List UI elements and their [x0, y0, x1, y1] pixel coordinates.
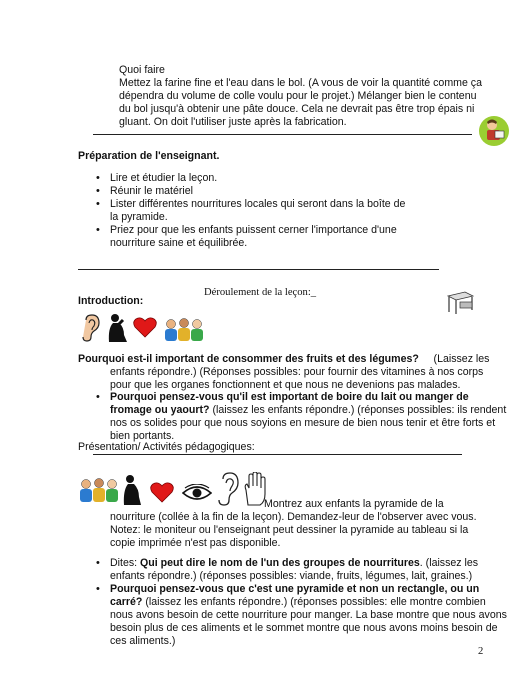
introduction-heading: Introduction:: [78, 295, 144, 307]
preparation-heading: Préparation de l'enseignant.: [78, 150, 220, 162]
list-item: • Lire et étudier la leçon.: [110, 172, 410, 185]
presentation-list: [110, 557, 510, 648]
presentation-intro: Montrez aux enfants la pyramide de la nourriture (collée à la fin de la leçon). Demandez-leur de l'observer avec vous. Notez: le moniteur ou l'enseignant peut dessiner la pyramide au tableau si la copie imprimée n'est pas disponible.: [110, 498, 477, 549]
presentation-heading: Présentation/ Activités pédagogiques:: [78, 441, 255, 453]
quoi-faire-section: [119, 64, 487, 129]
quoi-faire-heading: Quoi faire: [119, 64, 165, 76]
list-item: • Réunir le matériel: [110, 185, 410, 198]
list-item: • Lister différentes nourritures locales qui seront dans la boîte de la pyramide.: [110, 198, 410, 224]
intro-question-2-bold: Pourquoi pensez-vous qu'il est important de boire du lait ou manger de fromage ou yaourt?: [110, 391, 469, 416]
child-reading-icon: [478, 114, 510, 148]
deroulement-title: Déroulement de la leçon:_: [204, 287, 317, 298]
ear-icon: [80, 314, 100, 342]
desk-icon: [445, 290, 475, 316]
praying-person-icon: [104, 313, 128, 343]
presentation-b2-bold: Pourquoi pensez-vous que c'est une pyramide et non un rectangle, ou un carré?: [110, 583, 480, 608]
heart-icon: [133, 316, 157, 338]
quoi-faire-body: Mettez la farine fine et l'eau dans le bol. (A vous de voir la quantité comme ça dépendra du volume de colle voulu pour le projet.) Mélanger bien le contenu du bol jusqu'à obtenir une pâte douce. Cela ne devrait pas être trop épais ni gluant. On doit l'utiliser juste après la fabrication.: [119, 77, 482, 128]
intro-question-1: [78, 353, 506, 392]
list-item: [110, 583, 510, 648]
divider-3: [93, 454, 462, 455]
divider-2: [78, 269, 439, 270]
presentation-b2-text: (laissez les enfants répondre.) (réponses possibles: elle montre combien nous avons besoin de cette nourriture pour manger. La base montre que nous avons besoin plus de ces aliments et le sommet montre que nous avons moins besoin de ces aliments.): [110, 596, 507, 647]
list-item: [110, 557, 510, 583]
intro-question-list: [110, 391, 510, 443]
children-group-icon: [163, 318, 207, 342]
list-item: • Priez pour que les enfants puissent cerner l'importance d'une nourriture saine et équilibrée.: [110, 224, 410, 250]
presentation-b1-bold: Qui peut dire le nom de l'un des groupes de nourritures: [140, 557, 420, 569]
intro-question-2-text: (laissez les enfants répondre.) (réponses possibles: ils rendent nos os solides pour que nous soyions en mesure de bien nous tenir et être forts et bien portants.: [110, 404, 507, 442]
divider-1: [93, 134, 472, 135]
presentation-b1-text: . (laissez les enfants répondre.) (réponses possibles: viande, fruits, légumes, lait, graines.): [110, 557, 479, 582]
intro-question-1-text: (Laissez les enfants répondre.) (Réponses possibles: pour fournir des vitamines à nos corps pour que les organes fonctionnent et que nous ne devenions pas malades.: [110, 353, 490, 391]
presentation-b1-prefix: Dites:: [110, 557, 141, 569]
list-item: [110, 391, 510, 443]
page-number: 2: [478, 646, 484, 657]
intro-question-1-bold: Pourquoi est-il important de consommer des fruits et des légumes?: [78, 353, 419, 365]
preparation-list: [110, 172, 410, 250]
